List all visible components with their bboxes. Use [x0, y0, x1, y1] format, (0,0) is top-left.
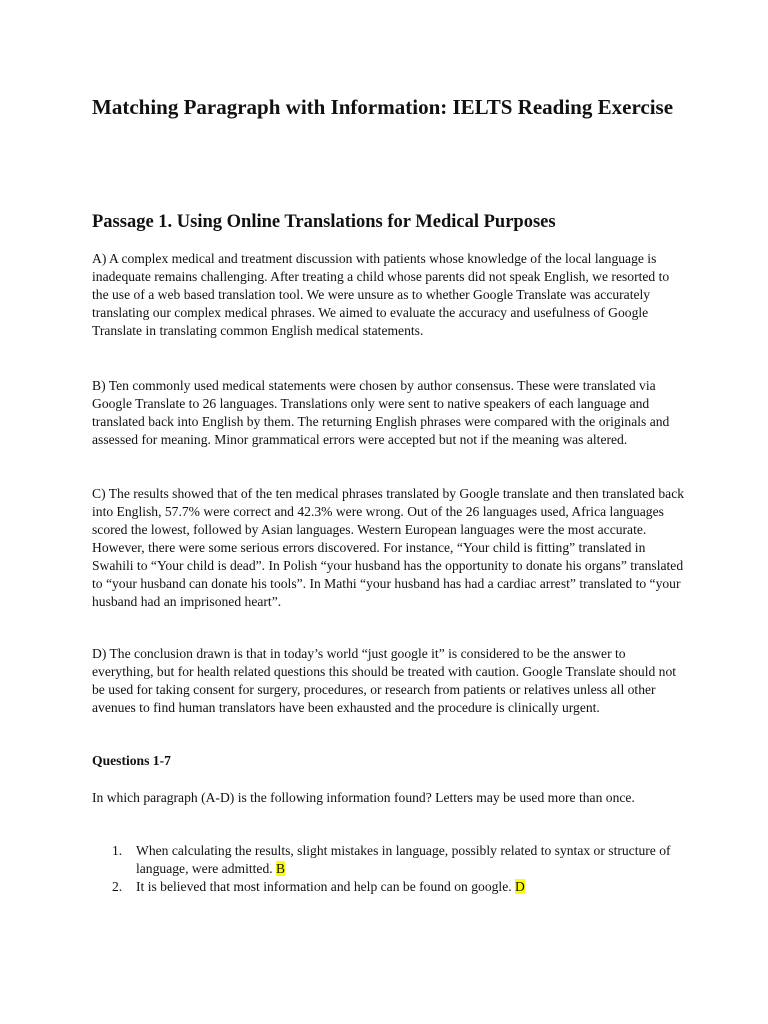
question-item [92, 878, 692, 896]
paragraph-d: D) The conclusion drawn is that in today’s world “just google it” is considered to be the answer to everything, but for health related questions this should be treated with caution. Google Translate should not be used for taking consent for surgery, procedures, or research from patients or relatives unless all other avenues to find human translators have been exhausted and the procedure is clinically urgent. [92, 646, 677, 715]
question-text: It is believed that most information and help can be found on google. [136, 879, 516, 894]
paragraph-a: A) A complex medical and treatment discussion with patients whose knowledge of the local language is inadequate remains challenging. After treating a child whose parents did not speak English, we resorted to the use of a web based translation tool. We were unsure as to whether Google Translate was accurately translating our complex medical phrases. We aimed to evaluate the accuracy and usefulness of Google Translate in translating common English medical statements. [92, 251, 670, 338]
paragraph-c: C) The results showed that of the ten medical phrases translated by Google translate and then translated back into English, 57.7% were correct and 42.3% were wrong. Out of the 26 languages used, Africa languages scored the lowest, followed by Asian languages. Western European languages were the most accurate. However, there were some serious errors discovered. For instance, “Your child is fitting” translated in Swahili to “Your child is dead”. In Polish “your husband has the opportunity to donate his organs” translated to “your husband can donate his tools”. In Mathi “your husband has had a cardiac arrest” translated to “your husband had an imprisoned heart”. [92, 486, 685, 609]
answer-highlight: B [276, 861, 286, 876]
question-item [92, 842, 692, 878]
document-title: Matching Paragraph with Information: IELTS Reading Exercise [92, 95, 674, 119]
answer-highlight: D [515, 879, 525, 894]
questions-instruction: In which paragraph (A-D) is the following information found? Letters may be used more than once. [92, 790, 635, 805]
paragraph-b: B) Ten commonly used medical statements were chosen by author consensus. These were translated via Google Translate to 26 languages. Translations only were sent to native speakers of each language and translated back into English by them. The returning English phrases were compared with the originals and assessed for meaning. Minor grammatical errors were accepted but not if the meaning was altered. [92, 378, 670, 447]
question-number: 1. [112, 843, 123, 858]
question-number: 2. [112, 879, 123, 894]
question-text: When calculating the results, slight mistakes in language, possibly related to syntax or structure of language, were admitted. [136, 843, 671, 876]
question-list [92, 842, 692, 896]
questions-heading: Questions 1-7 [92, 753, 171, 768]
passage-title: Passage 1. Using Online Translations for Medical Purposes [92, 212, 556, 232]
